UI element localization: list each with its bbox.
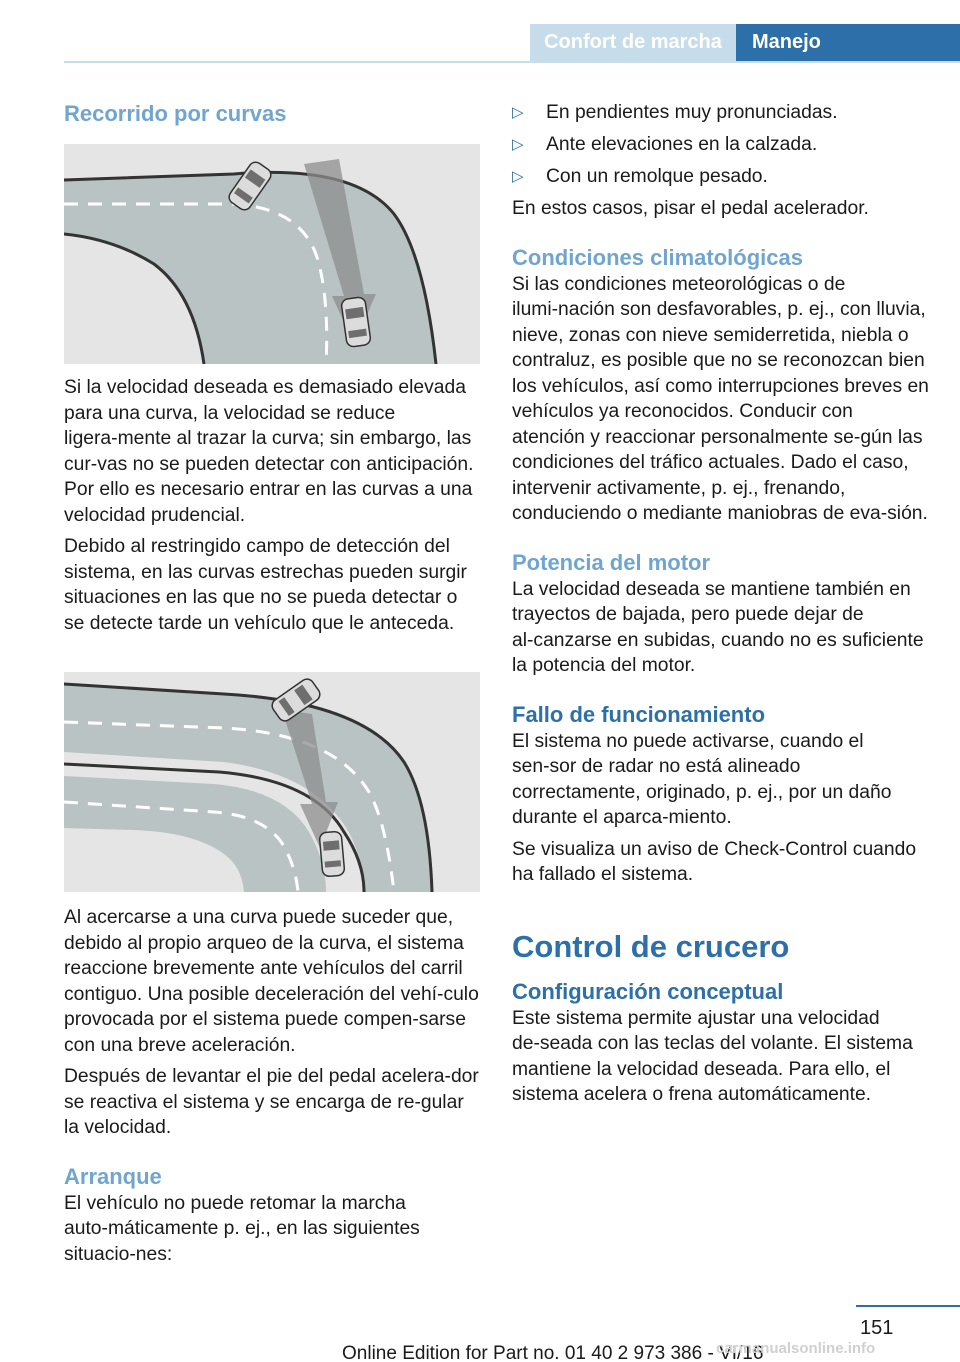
paragraph-press-accelerator: En estos casos, pisar el pedal acelerador. bbox=[512, 198, 869, 219]
curve-illustration-2 bbox=[64, 672, 480, 892]
paragraph-after-accelerator: Después de levantar el pie del pedal acelera‑dor se reactiva el sistema y se encarga de re‑gular la velocidad. bbox=[64, 1066, 479, 1138]
edition-note: Online Edition for Part no. 01 40 2 973 386 - VI/16 bbox=[342, 1343, 764, 1362]
paragraph-concept: Este sistema permite ajustar una velocidad de‑seada con las teclas del volante. El sistema mantiene la velocidad deseada. Para ello, el sistema acelera o frena automáticamente. bbox=[512, 1007, 913, 1105]
paragraph-start-situations: El vehículo no puede retomar la marcha auto‑máticamente p. ej., en las siguientes situacio‑nes: bbox=[64, 1192, 420, 1265]
triangle-bullet-icon: ▷ bbox=[512, 104, 524, 121]
paragraph-curve-speed: Si la velocidad deseada es demasiado elevada para una curva, la velocidad se reduce ligera‑mente al trazar la curva; sin embargo, las cur‑vas no se pueden detectar con anticipación. Por ello es necesario entrar en las curvas a una velocidad prudencial. bbox=[64, 377, 474, 526]
list-item: ▷ Con un remolque pesado. bbox=[512, 164, 930, 190]
tab-confort-de-marcha[interactable]: Confort de marcha bbox=[530, 24, 736, 61]
curve-illustration-1 bbox=[64, 144, 480, 364]
page-number: 151 bbox=[860, 1317, 894, 1339]
paragraph-approaching-curve: Al acercarse a una curva puede suceder que, debido al propio arqueo de la curva, el sistema reaccione brevemente ante vehículos del carril contiguo. Una posible deceleración del vehí‑culo provocada por el sistema puede compen‑sarse con una breve aceleración. bbox=[64, 907, 479, 1056]
list-item: ▷ En pendientes muy pronunciadas. bbox=[512, 100, 930, 126]
paragraph-fault-radar: El sistema no puede activarse, cuando el sen‑sor de radar no está alineado correctamente, originado, p. ej., por un daño durante el aparca‑miento. bbox=[512, 730, 892, 828]
paragraph-detection-field: Debido al restringido campo de detección del sistema, en las curvas estrechas pueden surgir situaciones en las que no se pueda detectar o se detecte tarde un vehículo que le anteceda. bbox=[64, 536, 467, 634]
heading-recorrido-por-curvas: Recorrido por curvas bbox=[64, 101, 287, 126]
footer-rule bbox=[856, 1305, 960, 1307]
triangle-bullet-icon: ▷ bbox=[512, 168, 524, 185]
list-item: ▷ Ante elevaciones en la calzada. bbox=[512, 132, 930, 158]
left-column bbox=[64, 100, 482, 1267]
tab-manejo[interactable]: Manejo bbox=[736, 24, 960, 61]
header-rule bbox=[64, 61, 960, 63]
heading-control-de-crucero: Control de crucero bbox=[512, 928, 790, 964]
curve-figure-1 bbox=[64, 144, 480, 364]
paragraph-fault-checkcontrol: Se visualiza un aviso de Check-Control cuando ha fallado el sistema. bbox=[512, 838, 917, 885]
heading-fallo-de-funcionamiento: Fallo de funcionamiento bbox=[512, 701, 766, 727]
right-column bbox=[512, 100, 930, 1108]
paragraph-weather: Si las condiciones meteorológicas o de ilumi‑nación son desfavorables, p. ej., con lluvia, nieve, zonas con nieve semiderretida, niebla o contraluz, es posible que no se reconozcan bien los vehículos, así como interrupciones breves en vehículos ya reconocidos. Conducir con atención y reaccionar personalmente se‑gún las condiciones del tráfico actuales. Dado el caso, intervenir activamente, p. ej., frenando, conduciendo o mediante maniobras de eva‑sión. bbox=[512, 273, 929, 524]
heading-configuracion-conceptual: Configuración conceptual bbox=[512, 978, 784, 1004]
heading-arranque: Arranque bbox=[64, 1163, 162, 1189]
triangle-bullet-icon: ▷ bbox=[512, 136, 524, 153]
heading-condiciones-climatologicas: Condiciones climatológicas bbox=[512, 244, 803, 270]
situations-list bbox=[512, 100, 930, 190]
curve-figure-2 bbox=[64, 672, 480, 892]
watermark-logo: carmanualsonline.info bbox=[716, 1340, 876, 1357]
paragraph-engine-power: La velocidad deseada se mantiene también en trayectos de bajada, pero puede dejar de al‑canzarse en subidas, cuando no es suficiente la potencia del motor. bbox=[512, 578, 924, 676]
heading-potencia-del-motor: Potencia del motor bbox=[512, 549, 711, 575]
